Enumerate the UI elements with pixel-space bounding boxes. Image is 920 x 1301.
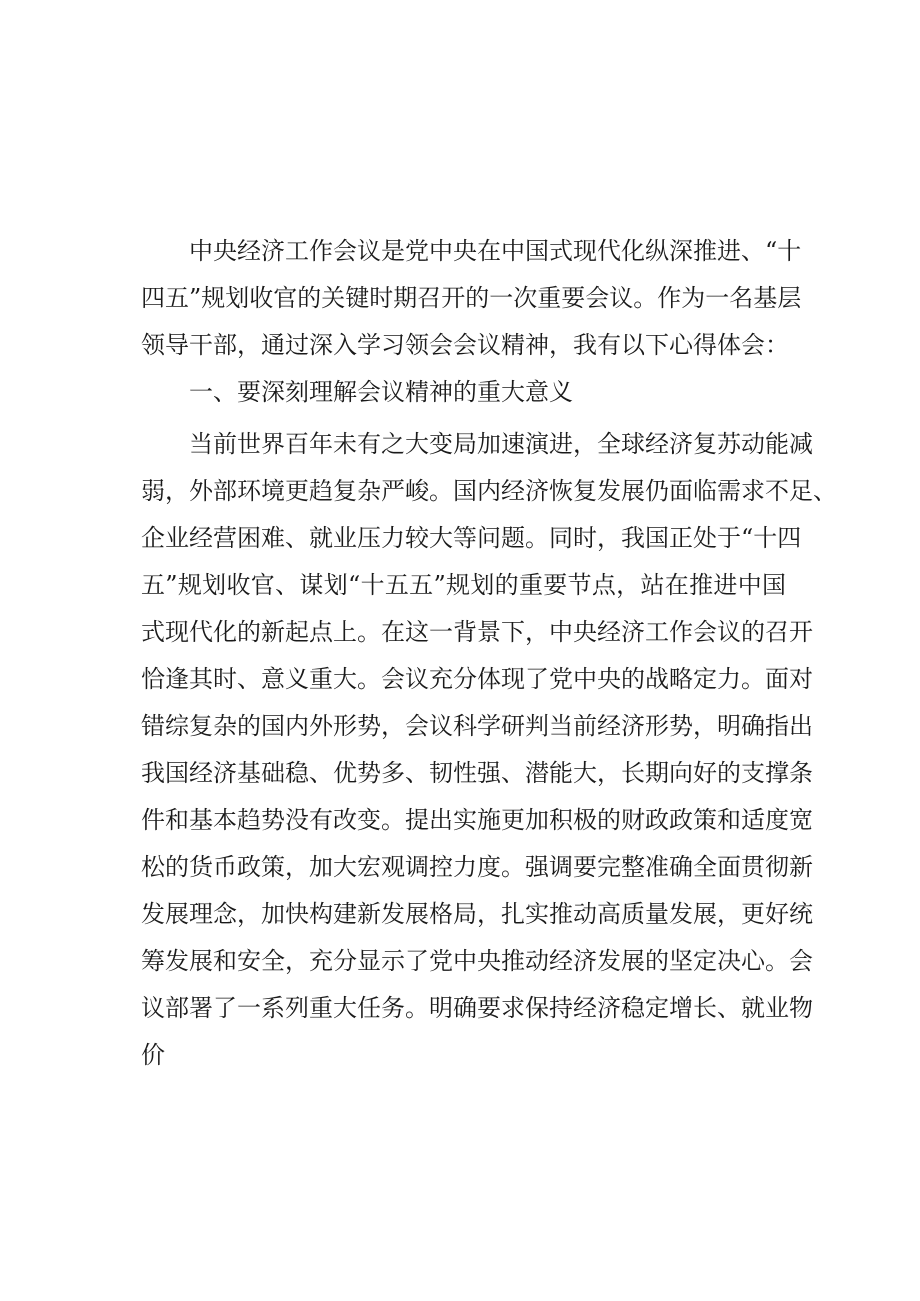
body-line-9: 件和基本趋势没有改变。提出实施更加积极的财政政策和适度宽 [141,806,813,834]
body-line-10: 松的货币政策，加大宏观调控力度。强调要完整准确全面贯彻新 [141,853,813,881]
intro-line-3: 领导干部，通过深入学习领会会议精神，我有以下心得体会： [141,331,789,359]
intro-line-2: 四五”规划收官的关键时期召开的一次重要会议。作为一名基层 [141,284,802,312]
body-line-11: 发展理念，加快构建新发展格局，扎实推动高质量发展，更好统 [141,900,813,928]
body-line-13: 议部署了一系列重大任务。明确要求保持经济稳定增长、就业物 [141,994,813,1022]
body-line-8: 我国经济基础稳、优势多、韧性强、潜能大，长期向好的支撑条 [141,759,813,787]
body-line-1: 当前世界百年未有之大变局加速演进，全球经济复苏动能减 [189,430,813,458]
body-line-14: 价 [141,1041,165,1069]
body-line-7: 错综复杂的国内外形势，会议科学研判当前经济形势，明确指出 [141,712,813,740]
body-line-6: 恰逢其时、意义重大。会议充分体现了党中央的战略定力。面对 [141,665,813,693]
intro-line-1: 中央经济工作会议是党中央在中国式现代化纵深推进、“十 [189,237,802,265]
body-line-4: 五”规划收官、谋划“十五五”规划的重要节点，站在推进中国 [141,571,786,599]
body-line-3: 企业经营困难、就业压力较大等问题。同时，我国正处于“十四 [141,524,802,552]
body-line-5: 式现代化的新起点上。在这一背景下，中央经济工作会议的召开 [141,618,813,646]
section-heading: 一、要深刻理解会议精神的重大意义 [189,378,573,406]
body-line-12: 筹发展和安全，充分显示了党中央推动经济发展的坚定决心。会 [141,947,813,975]
body-line-2: 弱，外部环境更趋复杂严峻。国内经济恢复发展仍面临需求不足、 [141,477,837,505]
